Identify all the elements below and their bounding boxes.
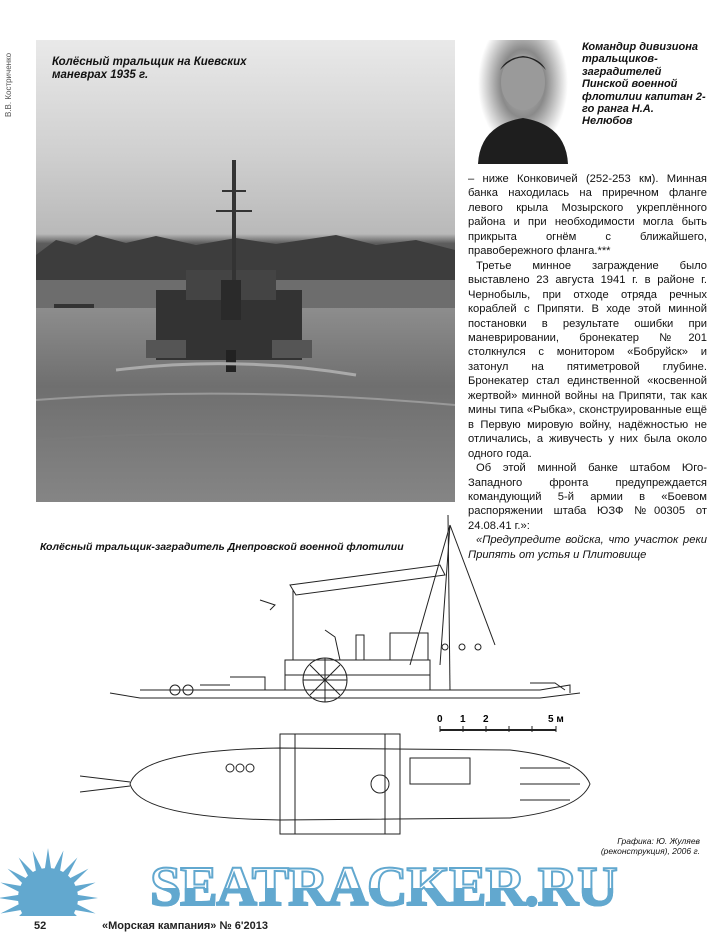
portrait-caption: Командир дивизиона тральщиков-заградителей Пинской военной флотилии капитан 2-го ранга Н.А. Нелюбов <box>582 41 706 128</box>
sun-ray <box>8 869 28 885</box>
graphics-credit-line: Графика: Ю. Жуляев <box>617 836 700 846</box>
portrait-illustration <box>470 40 576 164</box>
sun-ray <box>19 858 35 878</box>
sun-ray <box>0 895 20 902</box>
ship-photo <box>36 40 455 502</box>
sun-logo-icon <box>0 840 110 916</box>
journal-title: «Морская кампания» № 6'2013 <box>102 920 268 932</box>
plan-view-drawing <box>80 732 610 836</box>
side-elevation-drawing <box>100 515 610 710</box>
sun-ray <box>73 883 95 893</box>
drawing-caption: Колёсный тральщик-заградитель Днепровской военной флотилии <box>40 541 404 553</box>
scale-label: 5 м <box>548 714 564 725</box>
sun-ray <box>0 903 22 913</box>
sun-ray <box>73 903 95 913</box>
article-quote: «Предупредите войска, что участок реки Припять от устья и Плитовище <box>468 534 707 561</box>
watermark-text: SEATRACKER.RU <box>150 856 617 918</box>
scale-label: 1 <box>460 714 466 725</box>
commander-portrait <box>470 40 576 164</box>
sun-ray <box>0 883 22 893</box>
scale-label: 0 <box>437 714 443 725</box>
article-paragraph: Третье минное заграждение было выставлено 23 августа 1941 г. в районе г. Чернобыль, при отходе отряда речных кораблей с Припяти. В ходе этой минной постановки в результате ошибки при маневрировании, бронекатер №201 столкнулся с монитором «Бобруйск» и затонул на пятиметровой глубине. Бронекатер стал единственной «косвенной жертвой» минной войны на Припяти, так как мины типа «Рыбка», сконструированные ещё в Первую мировую войну, надёжностью не отличались, а живучесть у них была около одного года. <box>468 259 707 460</box>
graphics-credit-line: (реконструкция), 2006 г. <box>600 846 700 856</box>
article-text <box>468 172 707 562</box>
sun-ray <box>69 869 89 885</box>
photo-credit: В.В. Костриченко <box>4 52 13 117</box>
scale-label: 2 <box>483 714 489 725</box>
sun-ray <box>62 858 78 878</box>
page-number: 52 <box>34 920 47 932</box>
article-paragraph: – ниже Конковичей (252-253 км). Минная банка находилась на приречном фланге левого крыла Мозырского укреплённого района и при необходимости могла быть прикрыта огнём с ближайшего, правобережного фланга.*** <box>468 173 707 258</box>
graphics-credit <box>560 836 700 856</box>
sun-ray <box>76 895 98 902</box>
sun-ray <box>33 850 43 872</box>
sun-ray <box>45 848 52 870</box>
photo-caption: Колёсный тральщик на Киевских маневрах 1935 г. <box>52 56 247 81</box>
paddle-minesweeper-photo-illustration <box>36 40 455 502</box>
sun-ray <box>53 850 63 872</box>
article-paragraph: Об этой минной банке штабом Юго-Западного фронта предупреждается командующий 5-й армии в «Боевом распоряжении штаба ЮЗФ №00305 от 24.08.41 г.»: <box>468 462 707 532</box>
